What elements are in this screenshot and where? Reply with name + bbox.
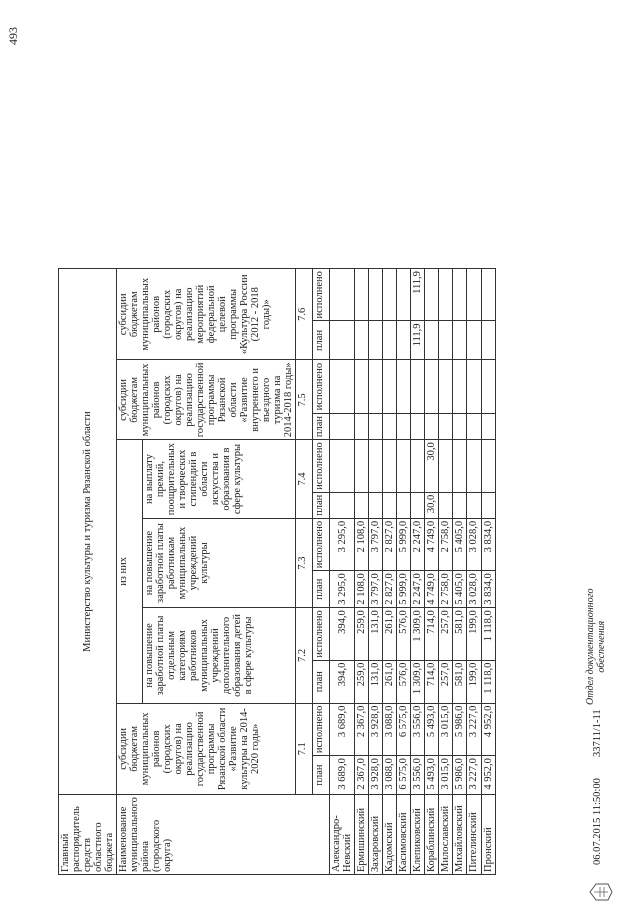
plan-value: [369, 321, 383, 360]
done-value: [383, 269, 397, 321]
col-number-7-1: 7.1: [296, 703, 313, 794]
done-value: [330, 269, 355, 321]
plan-value: 4 952,0: [481, 756, 495, 795]
plan-header: план: [313, 660, 330, 703]
header-distributor: Главный распорядитель средств областного бюджета: [59, 795, 117, 875]
done-value: 581,0: [453, 608, 467, 660]
done-value: [453, 269, 467, 321]
plan-value: [439, 321, 453, 360]
plan-value: 581,0: [453, 660, 467, 703]
plan-value: 3 088,0: [383, 756, 397, 795]
district-name: Пителинский: [467, 795, 481, 875]
done-value: 5 405,0: [453, 518, 467, 570]
district-name: Кораблинский: [425, 795, 439, 875]
done-value: 199,0: [467, 608, 481, 660]
done-value: 30,0: [425, 440, 439, 492]
done-value: [411, 360, 425, 413]
plan-value: 576,0: [397, 660, 411, 703]
district-name: Захаровский: [369, 795, 383, 875]
done-value: 4 952,0: [481, 703, 495, 755]
plan-value: [411, 492, 425, 518]
district-name: Клепиковский: [411, 795, 425, 875]
header-col-7-6: субсидии бюджетам муниципальных районов (городских округов) на реализацию мероприятий федеральной целевой программы «Культура России (2012 - 2018 годы)»: [117, 269, 296, 360]
plan-value: [369, 413, 383, 440]
done-header: исполнено: [313, 518, 330, 570]
done-value: 4 749,0: [425, 518, 439, 570]
plan-value: 257,0: [439, 660, 453, 703]
emblem-icon: [588, 881, 614, 903]
plan-value: 2 247,0: [411, 571, 425, 608]
done-value: 576,0: [397, 608, 411, 660]
col-number-7-3: 7.3: [296, 518, 313, 607]
done-value: [481, 360, 495, 413]
page-number: 493: [6, 27, 20, 45]
done-value: 3 028,0: [467, 518, 481, 570]
done-value: [355, 269, 369, 321]
plan-value: 6 575,0: [397, 756, 411, 795]
done-value: 1 118,0: [481, 608, 495, 660]
plan-value: [467, 321, 481, 360]
budget-table: [58, 268, 496, 875]
done-value: [397, 360, 411, 413]
plan-header: план: [313, 756, 330, 795]
plan-value: 3 928,0: [369, 756, 383, 795]
done-value: [439, 360, 453, 413]
header-col-7-2: на повышение заработной платы отдельным категориям работников муниципальных учреждений дополнительного образования детей в сфере культуры: [143, 608, 296, 703]
district-name: Ермишинский: [355, 795, 369, 875]
plan-value: 1 118,0: [481, 660, 495, 703]
col-number-7-4: 7.4: [296, 440, 313, 519]
done-value: 3 088,0: [383, 703, 397, 755]
done-value: 261,0: [383, 608, 397, 660]
done-value: [481, 269, 495, 321]
done-value: [439, 440, 453, 492]
done-value: [397, 440, 411, 492]
done-value: [355, 440, 369, 492]
plan-value: 3 556,0: [411, 756, 425, 795]
plan-value: 3 295,0: [330, 571, 355, 608]
done-value: 131,0: [369, 608, 383, 660]
col-number-7-5: 7.5: [296, 360, 313, 440]
plan-value: 3 227,0: [467, 756, 481, 795]
header-col-7-4: на выплату премий, поощрительных и творческих стипендий в области искусства и образования в сфере культуры: [143, 440, 296, 519]
district-name: Пронский: [481, 795, 495, 875]
plan-value: [439, 413, 453, 440]
col-number-7-2: 7.2: [296, 608, 313, 703]
done-header: исполнено: [313, 703, 330, 755]
header-ministry: Министерство культуры и туризма Рязанской области: [59, 269, 117, 795]
plan-value: [453, 413, 467, 440]
stamp-line-1: Отдел документационного: [585, 588, 596, 705]
done-value: 5 986,0: [453, 703, 467, 755]
plan-value: [467, 492, 481, 518]
district-name: Михайловский: [453, 795, 467, 875]
stamp-line-2: обеспечения: [596, 620, 607, 673]
done-header: исполнено: [313, 269, 330, 321]
done-value: 1 309,0: [411, 608, 425, 660]
plan-value: 714,0: [425, 660, 439, 703]
plan-value: [453, 321, 467, 360]
plan-value: [383, 413, 397, 440]
plan-value: [397, 492, 411, 518]
plan-value: [467, 413, 481, 440]
done-value: 6 575,0: [397, 703, 411, 755]
done-value: 5 999,0: [397, 518, 411, 570]
done-value: 3 295,0: [330, 518, 355, 570]
done-value: 3 556,0: [411, 703, 425, 755]
done-value: 257,0: [439, 608, 453, 660]
done-value: 3 227,0: [467, 703, 481, 755]
plan-value: [383, 492, 397, 518]
plan-header: план: [313, 492, 330, 518]
done-value: 259,0: [355, 608, 369, 660]
table-row: [467, 269, 481, 875]
district-name: Милославский: [439, 795, 453, 875]
table-row: [397, 269, 411, 875]
plan-value: [355, 321, 369, 360]
table-row: [355, 269, 369, 875]
plan-value: 111,9: [411, 321, 425, 360]
plan-header: план: [313, 321, 330, 360]
office-stamp: [585, 588, 607, 705]
table-row: [411, 269, 425, 875]
done-value: [383, 440, 397, 492]
plan-value: 2 827,0: [383, 571, 397, 608]
done-value: 3 797,0: [369, 518, 383, 570]
done-value: [467, 269, 481, 321]
plan-value: 131,0: [369, 660, 383, 703]
done-value: [425, 269, 439, 321]
plan-value: 2 108,0: [355, 571, 369, 608]
done-value: 111,9: [411, 269, 425, 321]
plan-value: [453, 492, 467, 518]
table-row: [369, 269, 383, 875]
plan-value: [411, 413, 425, 440]
plan-value: [397, 321, 411, 360]
done-header: исполнено: [313, 440, 330, 492]
done-value: [439, 269, 453, 321]
table-row: [439, 269, 453, 875]
done-value: 394,0: [330, 608, 355, 660]
plan-header: план: [313, 571, 330, 608]
footer-code: 33711/1-11: [592, 709, 603, 757]
header-col-7-5: субсидии бюджетам муниципальных районов (городских округов) на реализацию государственной программы Рязанской области «Развитие внутреннего и въездного туризма на 2014-2018 годы»: [117, 360, 296, 440]
plan-header: план: [313, 413, 330, 440]
done-value: 5 493,0: [425, 703, 439, 755]
plan-value: 1 309,0: [411, 660, 425, 703]
plan-value: 2 367,0: [355, 756, 369, 795]
done-value: [467, 360, 481, 413]
header-col-7-1: субсидии бюджетам муниципальных районов (городских округов) на реализацию государственной программы Рязанской области «Развитие культуры на 2014-2020 годы»: [117, 703, 296, 794]
footer-timestamp: 06.07.2015 11:50:00: [592, 778, 603, 865]
plan-value: [481, 413, 495, 440]
done-value: 2 367,0: [355, 703, 369, 755]
done-value: [453, 440, 467, 492]
plan-value: 199,0: [467, 660, 481, 703]
header-iz-nih: из них: [117, 440, 143, 703]
plan-value: 5 986,0: [453, 756, 467, 795]
plan-value: 5 405,0: [453, 571, 467, 608]
plan-value: [425, 413, 439, 440]
plan-value: 3 015,0: [439, 756, 453, 795]
col-number-7-6: 7.6: [296, 269, 313, 360]
plan-value: 3 689,0: [330, 756, 355, 795]
done-header: исполнено: [313, 360, 330, 413]
done-value: [330, 440, 355, 492]
done-value: [467, 440, 481, 492]
done-value: 3 834,0: [481, 518, 495, 570]
plan-value: 4 749,0: [425, 571, 439, 608]
done-value: 3 928,0: [369, 703, 383, 755]
header-col-7-3: на повышение заработной платы работникам муниципальных учреждений культуры: [143, 518, 296, 607]
done-value: [355, 360, 369, 413]
done-value: 2 758,0: [439, 518, 453, 570]
table-row: [383, 269, 397, 875]
done-value: [369, 440, 383, 492]
done-value: [397, 269, 411, 321]
plan-value: 30,0: [425, 492, 439, 518]
plan-value: [397, 413, 411, 440]
header-district-name: Наименование муниципального района (городского округа): [117, 795, 330, 875]
plan-value: 2 758,0: [439, 571, 453, 608]
done-value: 714,0: [425, 608, 439, 660]
done-value: [369, 269, 383, 321]
plan-value: 5 999,0: [397, 571, 411, 608]
plan-value: [330, 492, 355, 518]
done-value: [383, 360, 397, 413]
plan-value: [439, 492, 453, 518]
plan-value: 261,0: [383, 660, 397, 703]
done-value: [481, 440, 495, 492]
done-value: [411, 440, 425, 492]
district-name: Александро-Невский: [330, 795, 355, 875]
table-row: [453, 269, 467, 875]
done-value: 2 827,0: [383, 518, 397, 570]
district-name: Касимовский: [397, 795, 411, 875]
plan-value: 3 028,0: [467, 571, 481, 608]
done-header: исполнено: [313, 608, 330, 660]
done-value: 2 108,0: [355, 518, 369, 570]
table-row: [481, 269, 495, 875]
plan-value: [425, 321, 439, 360]
plan-value: [369, 492, 383, 518]
plan-value: [383, 321, 397, 360]
table-row: [425, 269, 439, 875]
plan-value: 259,0: [355, 660, 369, 703]
plan-value: 394,0: [330, 660, 355, 703]
plan-value: 3 797,0: [369, 571, 383, 608]
done-value: [369, 360, 383, 413]
done-value: [425, 360, 439, 413]
plan-value: [330, 321, 355, 360]
plan-value: [481, 321, 495, 360]
done-value: 3 689,0: [330, 703, 355, 755]
table-row: [330, 269, 355, 875]
plan-value: [355, 492, 369, 518]
plan-value: [355, 413, 369, 440]
plan-value: 5 493,0: [425, 756, 439, 795]
plan-value: [481, 492, 495, 518]
district-name: Кадомский: [383, 795, 397, 875]
done-value: 3 015,0: [439, 703, 453, 755]
plan-value: [330, 413, 355, 440]
plan-value: 3 834,0: [481, 571, 495, 608]
done-value: [453, 360, 467, 413]
done-value: [330, 360, 355, 413]
done-value: 2 247,0: [411, 518, 425, 570]
